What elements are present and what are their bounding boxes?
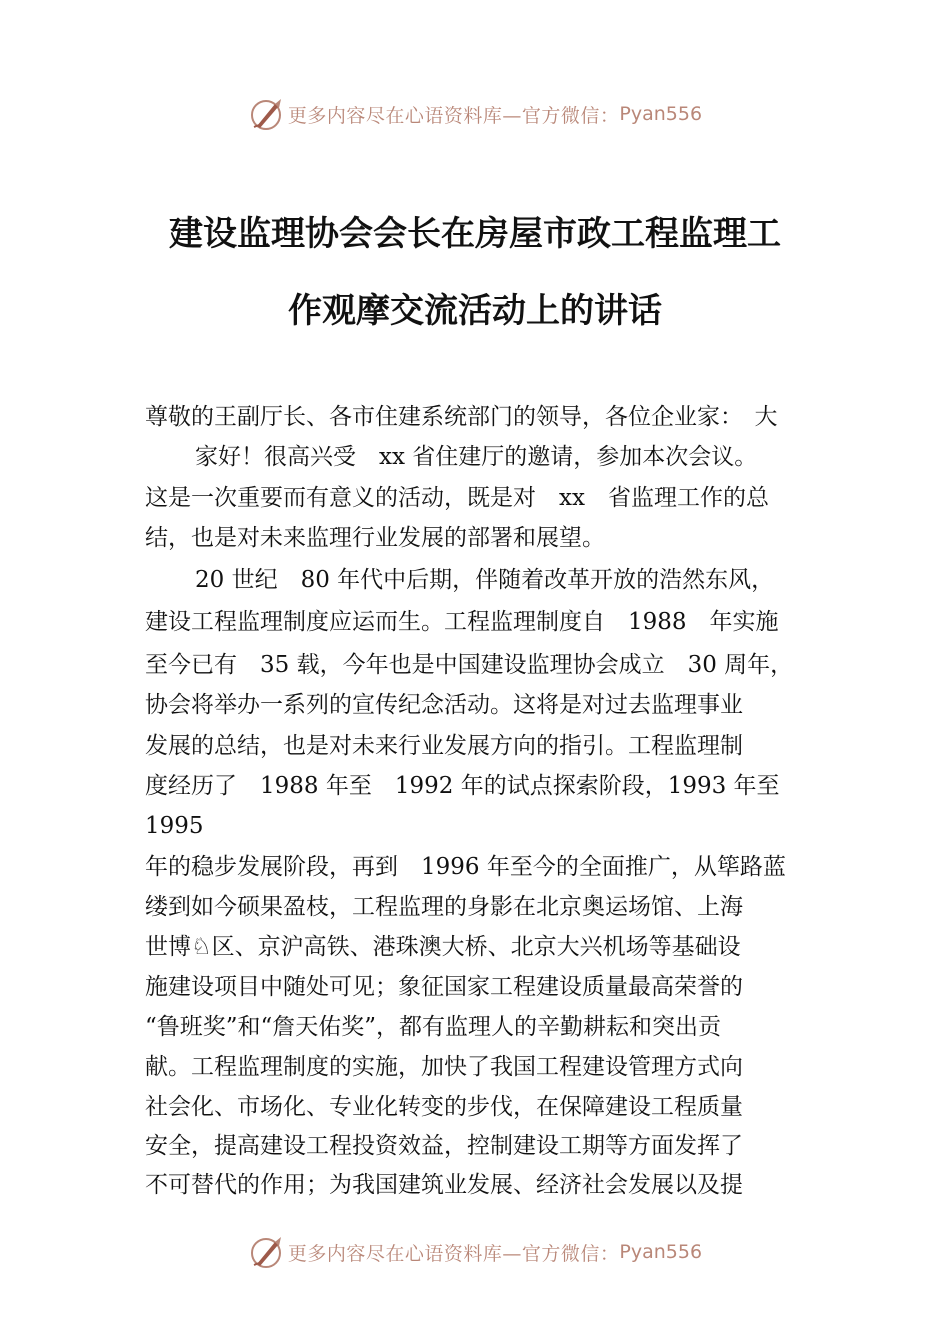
- banner-text: 更多内容尽在心语资料库—官方微信：: [287, 104, 620, 127]
- document-title-line-2: 作观摩交流活动上的讲话: [288, 291, 662, 331]
- body-line: 年的稳步发展阶段，再到 1996 年至今的全面推广，从筚路蓝: [145, 854, 786, 880]
- body-line: 献。工程监理制度的实施，加快了我国工程建设管理方式向: [145, 1054, 743, 1080]
- body-line: 20 世纪 80 年代中后期，伴随着改革开放的浩然东风，: [195, 567, 775, 593]
- footer-banner: [0, 1232, 950, 1272]
- body-line: 度经历了 1988 年至 1992 年的试点探索阶段，1993 年至: [145, 773, 780, 799]
- body-line: 至今已有 35 载，今年也是中国建设监理协会成立 30 周年，: [145, 652, 794, 678]
- banner-text: 更多内容尽在心语资料库—官方微信：: [287, 1242, 620, 1265]
- body-line: “鲁班奖”和“詹天佑奖”，都有监理人的辛勤耕耘和突出贡: [145, 1014, 722, 1040]
- body-line: 发展的总结，也是对未来行业发展方向的指引。工程监理制: [145, 733, 743, 759]
- body-line: 尊敬的王副厅长、各市住建系统部门的领导，各位企业家： 大: [145, 404, 778, 430]
- document-title-line-1: 建设监理协会会长在房屋市政工程监理工: [169, 214, 781, 254]
- body-line: 家好！很高兴受 xx 省住建厅的邀请，参加本次会议。: [195, 444, 758, 470]
- wechat-handle: Pyan556: [619, 103, 703, 125]
- body-line: 安全，提高建设工程投资效益，控制建设工期等方面发挥了: [145, 1133, 743, 1159]
- quill-pen-logo-icon: [248, 96, 284, 132]
- body-line: 社会化、市场化、专业化转变的步伐，在保障建设工程质量: [145, 1094, 743, 1120]
- body-line: 建设工程监理制度应运而生。工程监理制度自 1988 年实施: [145, 609, 779, 635]
- quill-pen-logo-icon: [248, 1234, 284, 1270]
- body-line: 1995: [145, 813, 204, 839]
- body-line: 缕到如今硕果盈枝，工程监理的身影在北京奥运场馆、上海: [145, 894, 743, 920]
- body-line: 这是一次重要而有意义的活动，既是对 xx 省监理工作的总: [145, 485, 769, 511]
- header-banner: [0, 94, 950, 134]
- wechat-handle: Pyan556: [619, 1241, 703, 1263]
- body-line: 协会将举办一系列的宣传纪念活动。这将是对过去监理事业: [145, 692, 743, 718]
- body-line: 施建设项目中随处可见；象征国家工程建设质量最高荣誉的: [145, 974, 743, 1000]
- body-line: 结，也是对未来监理行业发展的部署和展望。: [145, 525, 605, 551]
- body-line: 不可替代的作用；为我国建筑业发展、经济社会发展以及提: [145, 1172, 743, 1198]
- body-line: 世博♘区、京沪高铁、港珠澳大桥、北京大兴机场等基础设: [145, 934, 741, 960]
